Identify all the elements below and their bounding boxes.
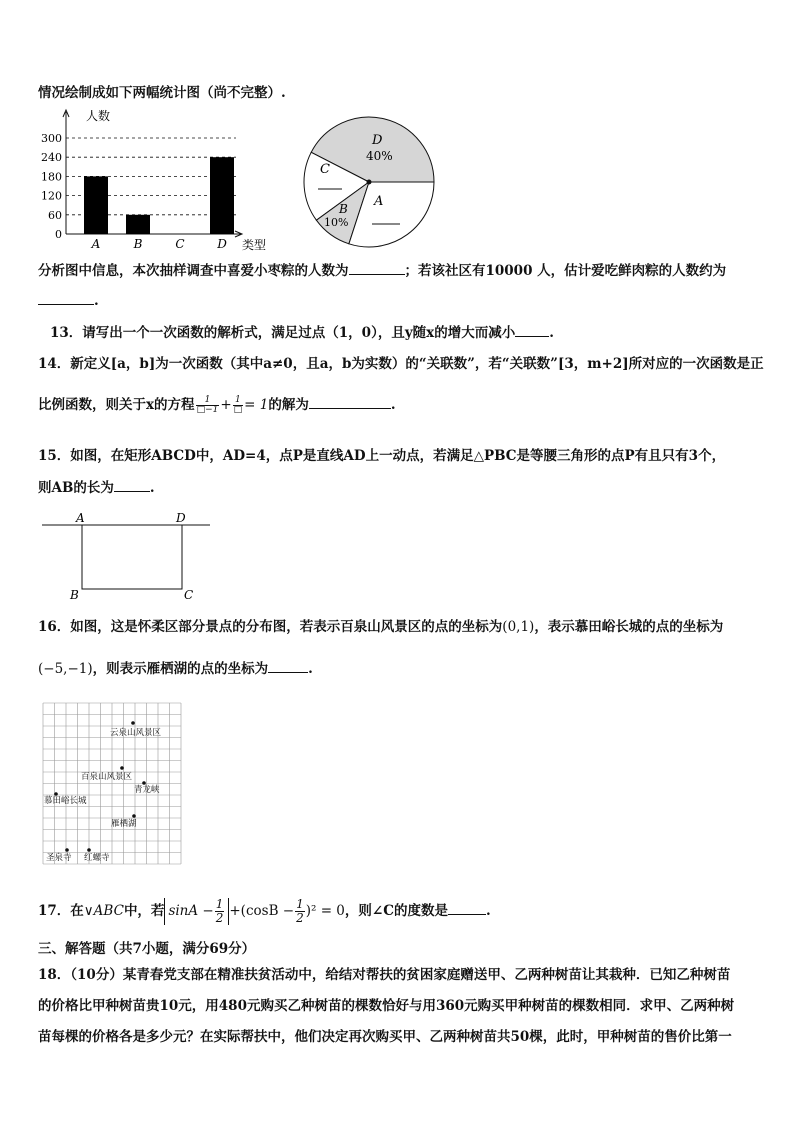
q16-coord-mutianyu: (−5,−1) — [38, 661, 93, 677]
rect-label-b: B — [70, 588, 79, 602]
bar-chart-ytick: 120 — [41, 189, 62, 203]
bar-category-d: D — [217, 237, 227, 251]
map-label-yunquan: 云泉山风景区 — [110, 728, 162, 738]
rect-label-a: A — [76, 511, 85, 525]
answer-blank — [349, 274, 405, 275]
map-label-mutianyu: 慕田峪长城 — [44, 796, 87, 806]
bar-d — [210, 157, 234, 234]
pie-label-b: B — [339, 202, 348, 216]
q15-line2: 则AB的长为 . — [38, 480, 155, 496]
bar-category-c: C — [175, 237, 185, 251]
q16-line1: 16．如图，这是怀柔区部分景点的分布图，若表示百泉山风景区的点的坐标为(0,1)，表示慕田峪长城的点的坐标为 — [38, 619, 724, 635]
pie-label-d: D — [372, 133, 383, 148]
bar-chart-ytick: 180 — [41, 170, 62, 184]
q14-fraction2: $\frac{1}{□}$ — [233, 395, 243, 415]
map-label-baiquan: 百泉山风景区 — [81, 772, 133, 782]
q17: 17．在∨ABC中，若 sinA − $\frac{1}{2}$ +(cosB − $\frac{1}{2}$ )² = 0，则∠C的度数是 . — [38, 897, 491, 925]
rect-label-d: D — [176, 511, 186, 525]
q14-line2: 比例函数，则关于x的方程 $\frac{1}{□-1}$ + $\frac{1}{□}$ = 1的解为 . — [38, 395, 396, 415]
q14-line1: 14．新定义[a，b]为一次函数（其中a≠0，且a，b为实数）的“关联数”，若“关联数”[3，m+2]所对应的一次函数是正 — [38, 356, 764, 372]
map-label-hongluo: 红螺寺 — [84, 853, 110, 863]
bar-category-b: B — [133, 237, 143, 251]
q18-line3: 苗每棵的价格各是多少元？在实际帮扶中，他们决定再次购买甲、乙两种树苗共50棵，此时，甲种树苗的售价比第一 — [38, 1029, 732, 1045]
map-label-yanqi: 雁栖湖 — [111, 819, 137, 829]
answer-blank — [114, 491, 150, 492]
rectangle-abcd-figure — [38, 508, 218, 603]
answer-blank — [309, 408, 391, 409]
q12-line: 分析图中信息，本次抽样调查中喜爱小枣粽的人数为 ；若该社区有10000 人，估计爱吃鲜肉粽的人数约为 — [38, 263, 727, 279]
pie-label-a: A — [374, 194, 384, 209]
bar-chart-xlabel: 类型 — [242, 238, 267, 252]
bar-chart-ylabel: 人数 — [86, 109, 111, 123]
answer-blank — [38, 304, 94, 305]
q17-absolute-value: sinA − $\frac{1}{2}$ — [164, 898, 229, 925]
scenic-map-grid — [40, 700, 182, 866]
bar-b — [126, 215, 150, 234]
answer-blank — [448, 914, 486, 915]
q18-line2: 的价格比甲种树苗贵10元，用480元购买乙种树苗的棵数恰好与用360元购买甲种树苗的棵数相同．求甲、乙两种树 — [38, 998, 735, 1014]
answer-blank — [515, 336, 549, 337]
pie-pct-b: 10% — [324, 216, 349, 229]
bar-chart — [30, 104, 280, 254]
bar-chart-ytick: 60 — [48, 208, 62, 222]
answer-blank — [268, 672, 308, 673]
map-label-qinglong: 青龙峡 — [134, 785, 160, 795]
q12-line2: . — [38, 292, 99, 310]
q14-fraction1: $\frac{1}{□-1}$ — [196, 395, 219, 415]
q15-line1: 15．如图，在矩形ABCD中，AD=4，点P是直线AD上一动点，若满足△PBC是等腰三角形的点P有且只有3个， — [38, 448, 726, 464]
q13: 13．请写出一个一次函数的解析式，满足过点（1，0），且y随x的增大而减小 . — [50, 325, 554, 341]
bar-chart-ytick: 0 — [55, 228, 62, 241]
map-label-shengquan: 圣泉寺 — [46, 853, 72, 863]
q16-coord-baiquan: (0,1) — [502, 619, 535, 635]
q16-line2: (−5,−1)，则表示雁栖湖的点的坐标为 . — [38, 661, 313, 677]
intro-line: 情况绘制成如下两幅统计图（尚不完整）. — [38, 85, 286, 101]
pie-label-c: C — [320, 162, 330, 177]
rect-label-c: C — [184, 588, 194, 602]
bar-category-a: A — [91, 237, 101, 251]
pie-pct-d: 40% — [366, 149, 393, 163]
bar-a — [84, 176, 108, 234]
bar-chart-ytick: 240 — [41, 151, 62, 165]
pie-chart — [300, 110, 440, 250]
q18-line1: 18．（10分）某青春党支部在精准扶贫活动中，给结对帮扶的贫困家庭赠送甲、乙两种树苗让其栽种．已知乙种树苗 — [38, 967, 731, 983]
bar-chart-ytick: 300 — [41, 132, 62, 145]
section-three-heading: 三、解答题（共7小题，满分69分） — [38, 941, 256, 957]
